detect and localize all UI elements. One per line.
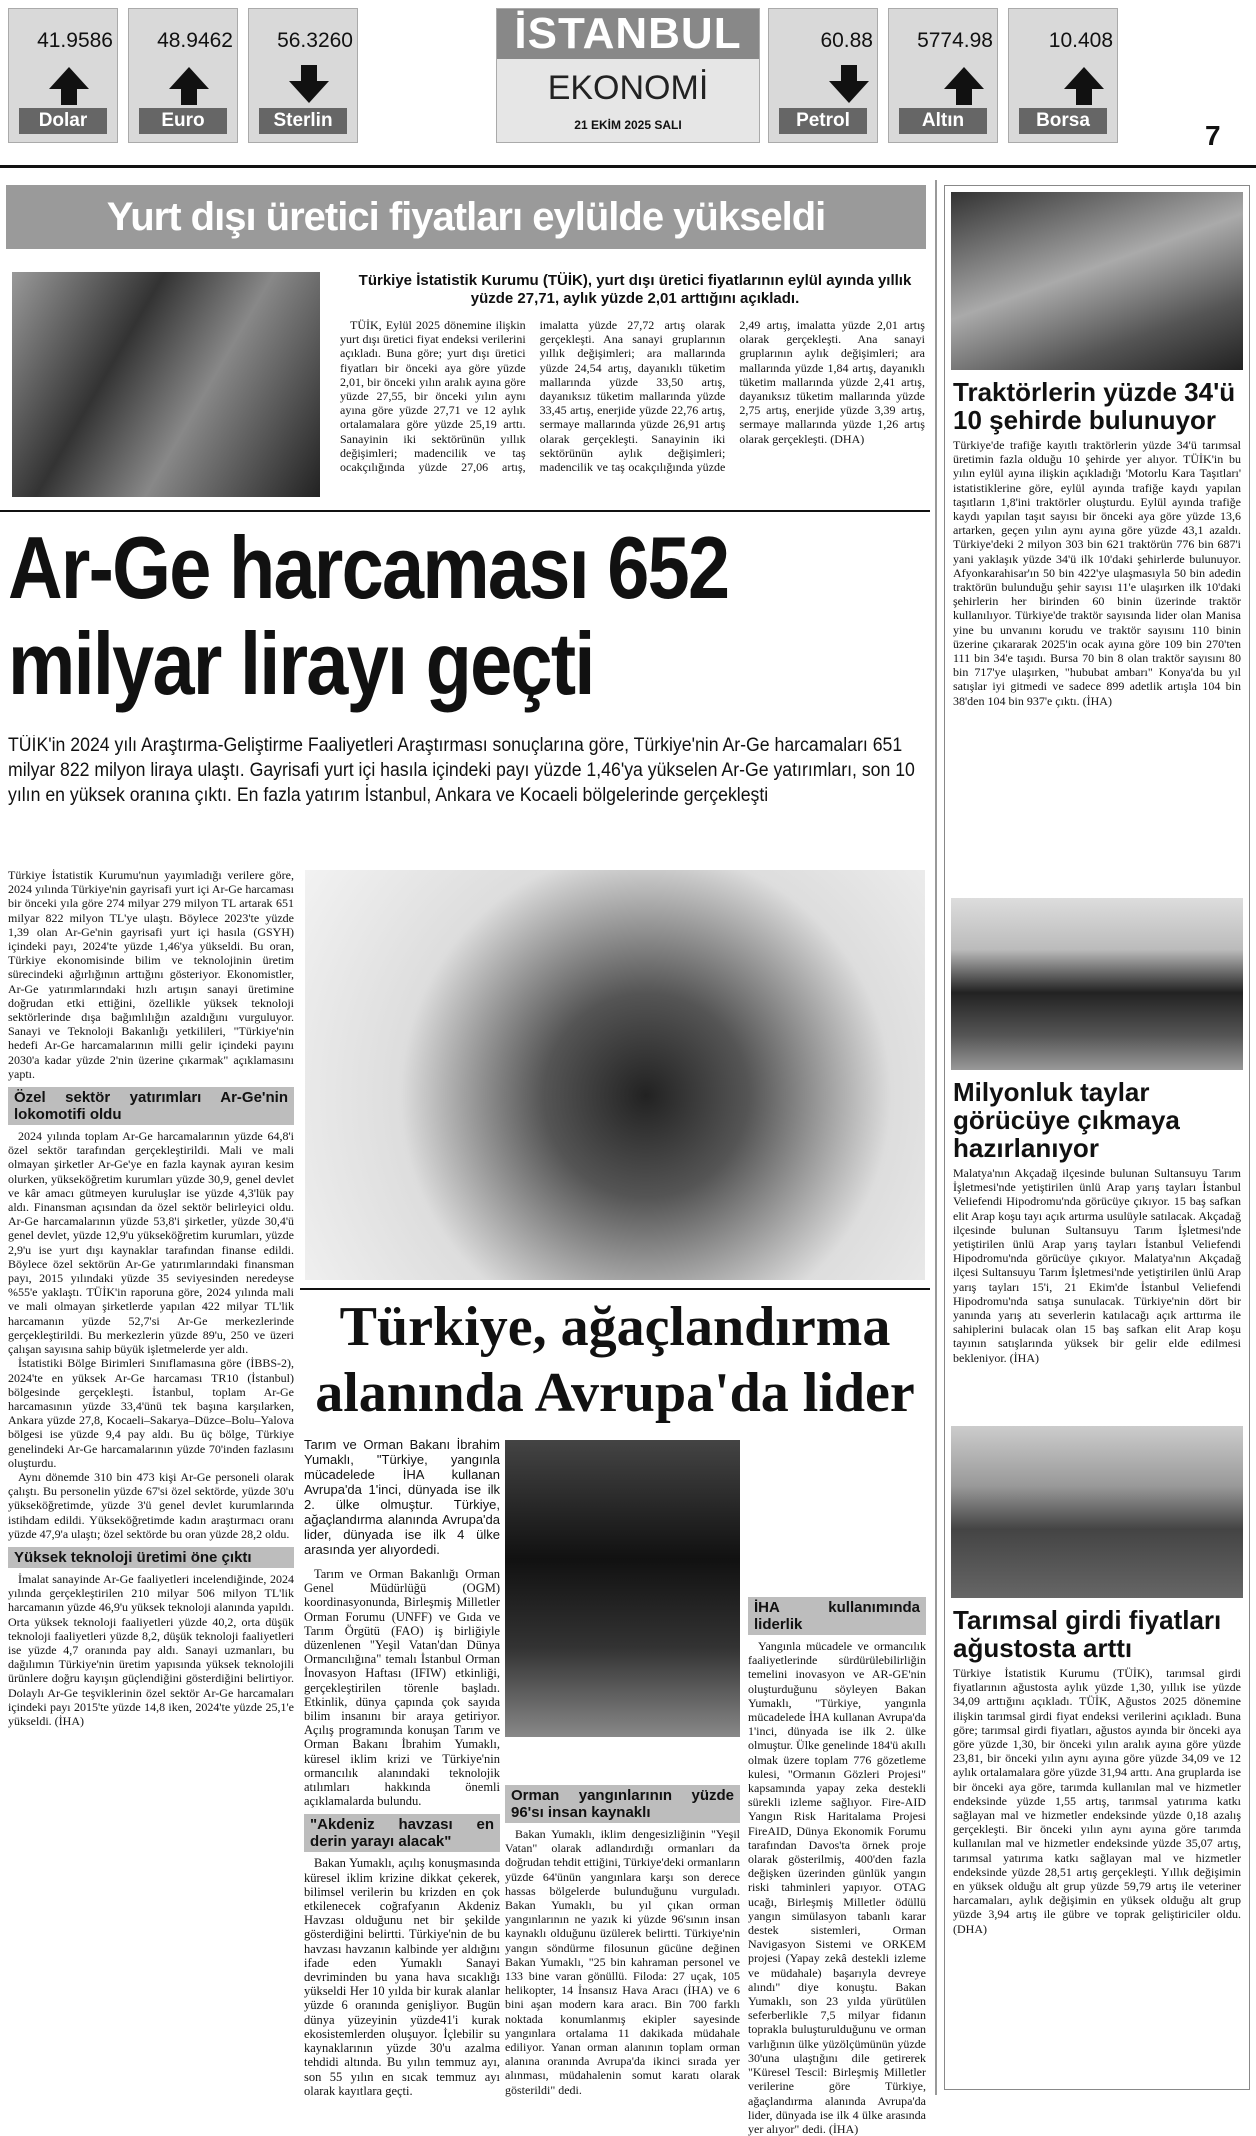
sidebar-story1-headline: Traktörlerin yüzde 34'ü 10 şehirde bulunuyor <box>953 377 1236 435</box>
sidebar-divider <box>935 180 937 2095</box>
story3-para: Bakan Yumaklı, açılış konuşmasında küresel iklim krizine dikkat çekerek, bilimsel verilerin bu krizden en çok etkilenecek coğrafyanın Akdeniz Havzası olduğunu net bir şekilde gösterdiğini belirtti. Türkiye'nin de bu havzası havzanın kalbinde yer aldığını ifade eden Yumaklı Sanayi devriminden bu yana hava sıcaklığı yükseldi Her 10 yılda bir kurak alanlar yüzde 6 oranında genişliyor. Bugün dünya yüzeyinin yüzde41'i kurak ekosistemlerden oluşuyor. İçlebilir su kaynaklarının yüzde 30'u azalma tehdidi altında. Bu yılın temmuz ayı, son 55 yılın en sıcak temmuz ayı olarak kayıtlara geçti. <box>304 1856 500 2098</box>
story2-headline <box>8 520 799 712</box>
divider <box>0 510 930 512</box>
ticker-altin <box>888 8 998 143</box>
sidebar <box>944 185 1250 2090</box>
story2-para: İstatistiki Bölge Birimleri Sınıflamasına göre (İBBS-2), 2024'te en yüksek Ar-Ge harcaması TR10 (İstanbul) bölgesinde gerçekleşti. İstanbul, toplam Ar-Ge harcamasının yüzde 33,4'ünü tek başına karşılarken, Ankara yüzde 27,8, Kocaeli–Sakarya–Düzce–Bolu–Yalova bölgesi ise yüzde 9,4 pay aldı. Bu üç bölge, Türkiye genelindeki Ar-Ge harcamalarının yüzde 70'inden fazlasını oluşturdu. <box>8 1356 294 1470</box>
ticker-value: 60.88 <box>820 29 873 52</box>
sidebar-story3-headline: Tarımsal girdi fiyatları ağustosta arttı <box>953 1605 1222 1663</box>
technology-network-illustration <box>305 870 925 1280</box>
story1-body <box>340 318 925 503</box>
minister-speaking-photo <box>505 1440 740 1737</box>
story2-para: Türkiye İstatistik Kurumu'nun yayımladığı verilere göre, 2024 yılında Türkiye'nin gayrisafi yurt içi Ar-Ge harcaması bir önceki yıla göre 274 milyar 279 milyon TL artarak 651 milyar 822 milyon TL'ye ulaştı. Böylece 2023'te yüzde 1,39 olan Ar-Ge'nin gayrisafi yurt içi hasıla (GSYH) içindeki payı, 2024'te yüzde 1,46'ya yükseldi. Bu oran, Türkiye ekonomisinde bilim ve teknolojinin üretim sürecindeki ağırlığının arttığını gösteriyor. Ekonomistler, Ar-Ge yatırımlarındaki hızlı artışın sanayi üretimine doğrudan etki ettiğini, özellikle yüksek teknoloji sektörlerinde dışa bağımlılığın azaldığını vurguluyor. Sanayi ve Teknoloji Bakanlığı yetkilileri, "Türkiye'nin hedefi Ar-Ge harcamalarının milli gelir içindeki payını 2030'a kadar yüzde 2'nin üzerine çıkarmak" açıklamasını yaptı. <box>8 868 294 1081</box>
story3-para: Bakan Yumaklı, iklim dengesizliğinin "Yeşil Vatan" olarak adlandırdığı ormanları da doğrudan tehdit ettiğini, Türkiye'deki ormanların yüzde 64'ünün yangınlara karşı son derece hassas bölgelerde bulunduğunu vurguladı. Bakan Yumaklı, bu yıl çıkan orman yangınlarının ne yazık ki yüzde 96'sının insan kaynaklı olduğunu üzülerek belirtti. Türkiye'nin yangın söndürme filosunun gücüne değinen Bakan Yumaklı, "25 bin kahraman personel ve 133 bine varan gönüllü. Filoda: 27 uçak, 105 helikopter, 14 İnsansız Hava Aracı (İHA) ve 6 bini aşan modern kara aracı. Bin 700 farklı noktada konumlanmış ekipler sayesinde yangınlara ortalama 11 dakikada müdahale ediliyor. Yanan orman alanının toplam orman alanına oranında Avrupa'da ikinci sırada yer alınması, müdahalenin somut karatı olarak gösterildi" dedi. <box>505 1827 740 2097</box>
masthead-title: İSTANBUL <box>497 9 759 59</box>
story3-subhead: Orman yangınlarının yüzde 96'sı insan kaynaklı <box>505 1785 740 1823</box>
arrow-up-icon <box>944 67 984 89</box>
story3-subhead: İHA kullanımında liderlik <box>748 1597 926 1635</box>
sidebar-story2-headline: Milyonluk taylar görücüye çıkmaya hazırlanıyor <box>953 1077 1180 1163</box>
sidebar-story1-body: Türkiye'de trafiğe kayıtlı traktörlerin yüzde 34'ü tarımsal üretimin fazla olduğu 10 şehirde yer alıyor. TÜİK'in bu yılın eylül ayına ilişkin açıkladığı 'Motorlu Kara Taşıtları' istatistiklerine göre, eylül ayında trafiğe kaydı yapılan taşıtların 1,8'ini traktörler oluşturdu. Eylül ayında trafiğe kaydı yapılan taşıt sayısı bir önceki aya göre yüzde 13,6 artarken, geçen yılın aynı ayına göre yüzde 43,1 azaldı. Türkiye'deki 2 milyon 303 bin 621 traktörün 776 bin 687'i yani yaklaşık yüzde 34'ü ilk 10'daki şehirlerde bulunuyor. Afyonkarahisar'ın 50 bin 422'ye ulaşmasıyla 50 bin adedin traktörün bulunduğu şehir sayısı 11'e ulaşırken ilk 10'daki şehirlerin her birinden 60 binin üzerinde traktör kullanılıyor. Türkiye'de traktör sayısında lider olan Manisa yine bu unvanını korudu ve traktör sayısını 110 binin üzerine çıkararak 2025'in ocak ayına göre 109 bin 270'ten 111 bin 34'e taşıdı. Bursa 70 bin 8 olan traktör sayısını 80 bin 717'ye ulaşırken, "hububat ambarı" Konya'da bu yıl satışlar iyi gitmedi ve sadece 899 adetlik artışla 104 bin 38'den 104 bin 937'e çıktı. (İHA) <box>953 438 1241 708</box>
story3-intro: Tarım ve Orman Bakanı İbrahim Yumaklı, "Türkiye, yangınla mücadelede İHA kullanan Avrupa'da 1'inci, dünyada ise ilk 2. ülke olmuştur. Türkiye, ağaçlandırma alanında Avrupa'da lider, dünyada ise ilk 4 ülke arasında yer alıyordedi. <box>304 1437 500 1557</box>
arrow-up-icon <box>1064 67 1104 89</box>
ticker-value: 5774.98 <box>917 29 993 52</box>
ticker-label: Borsa <box>1019 108 1107 134</box>
ticker-value: 56.3260 <box>277 29 353 52</box>
sidebar-story3-body: Türkiye İstatistik Kurumu (TÜİK), tarımsal girdi fiyatlarının ağustosta aylık yüzde 1,30, yıllık ise yüzde 34,09 arttığını açıkladı. TÜİK, Ağustos 2025 dönemine ilişkin tarımsal girdi fiyat endeksi verilerini açıkladı. Buna göre; tarımsal girdi fiyatları, ağustos ayında bir önceki aya göre yüzde 1,30, bir önceki yılın aralık ayına göre yüzde 23,81, bir önceki yılın aynı ayına göre yüzde 34,09 ve 12 aylık ortalamalara göre yüzde 31,94 arttı. Ana gruplarda ise bir önceki aya göre, tarımda kullanılan mal ve hizmetler endeksinde yüzde 1,55 artış, tarımsal yatırıma katkı sağlayan mal ve hizmetler endeksinde yüzde 0,18 azalış gerçekleşti. Bir önceki yılın aynı ayına göre tarımda kullanılan mal ve hizmetler endeksinde yüzde 35,07 artış, tarımsal yatırıma katkı sağlayan mal ve hizmetler endeksinde yüzde 28,51 artış gerçekleşti. Yıllık değişimin en yüksek olduğu alt grup yüzde 59,79 artış ile veteriner harcamaları, aylık değişimin en yüksek olduğu alt grup yüzde 3,94 artış ile gübre ve toprak geliştiriciler oldu. (DHA) <box>953 1666 1241 1936</box>
ticker-label: Altın <box>899 108 987 134</box>
story2-deck: TÜİK'in 2024 yılı Araştırma-Geliştirme Faaliyetleri Araştırması sonuçlarına göre, Türkiye'nin Ar-Ge harcamaları 651 milyar 822 milyon liraya ulaştı. Gayrisafi yurt içi hasıla içindeki payı yüzde 1,46'ya yükselen Ar-Ge yatırımları, son 10 yılın en yüksek oranına çıktı. En fazla yatırım İstanbul, Ankara ve Kocaeli bölgelerinde gerçekleşti <box>8 735 915 806</box>
story2-body <box>8 868 294 2092</box>
story1-headline-bar <box>6 185 926 249</box>
ticker-label: Euro <box>139 108 227 134</box>
story3-col2 <box>505 1745 740 2097</box>
masthead <box>496 8 760 143</box>
story3-headline-line2: alanında Avrupa'da lider <box>315 1362 915 1424</box>
ticker-value: 41.9586 <box>37 29 113 52</box>
tractors-photo <box>951 192 1243 370</box>
ticker-value: 10.408 <box>1048 29 1113 52</box>
arrow-up-icon <box>169 67 209 89</box>
story3-subhead: "Akdeniz havzası en derin yarayı alacak" <box>304 1814 500 1852</box>
ticker-borsa <box>1008 8 1118 143</box>
story1-text: TÜİK, Eylül 2025 dönemine ilişkin yurt dışı üretici fiyat endeksi verilerini açıkladı. Buna göre; yurt dışı üretici fiyatları bir önceki aya göre yüzde 2,01, bir önceki yılın aralık ayına göre yüzde 27,55, bir önceki yılın aynı ayına göre yüzde 27,71 ve 12 aylık ortalamalara göre yüzde 25,19 arttı. Sanayinin iki sektörünün yıllık değişimleri; madencilik ve taş ocakçılığında yüzde 27,06 artış, imalatta yüzde 27,72 artış olarak gerçekleşti. Ana sanayi gruplarının yıllık değişimleri; ara mallarında yüzde 24,54 artış, dayanıklı tüketim mallarında yüzde 33,50 artış, dayanıksız tüketim mallarında yüzde 33,45 artış, enerjide yüzde 22,76 artış, sermaye mallarında yüzde 26,91 artış olarak gerçekleşti. Sanayinin iki sektörünün aylık değişimleri; madencilik ve taş ocakçılığında yüzde 2,49 artış, imalatta yüzde 2,01 artış olarak gerçekleşti. Ana sanayi gruplarının aylık değişimleri; ara mallarında yüzde 1,84 artış, dayanıklı tüketim mallarında yüzde 2,41 artış, dayanıksız tüketim mallarında yüzde 2,75 artış, enerjide yüzde 3,39 artış, sermaye mallarında yüzde 1,26 artış olarak gerçekleşti. (DHA) <box>340 318 925 475</box>
story1-headline: Yurt dışı üretici fiyatları eylülde yükseldi <box>106 195 826 239</box>
story2-subhead: Özel sektör yatırımları Ar-Ge'nin lokomotifi oldu <box>8 1087 294 1125</box>
story3-headline <box>300 1294 930 1426</box>
ticker-label: Dolar <box>19 108 107 134</box>
ticker-label: Sterlin <box>259 108 347 134</box>
ticker-euro <box>128 8 238 143</box>
ticker-sterlin <box>248 8 358 143</box>
issue-date: 21 EKİM 2025 SALI <box>574 118 682 132</box>
story3-headline-line1: Türkiye, ağaçlandırma <box>339 1296 891 1358</box>
header-divider <box>0 165 1256 168</box>
story2-headline-line2: milyar lirayı geçti <box>8 614 594 713</box>
ticker-value: 48.9462 <box>157 29 233 52</box>
ticker-dolar <box>8 8 118 143</box>
story3-col3 <box>748 1437 926 2136</box>
horses-photo <box>951 898 1243 1070</box>
story1-deck: Türkiye İstatistik Kurumu (TÜİK), yurt dışı üretici fiyatlarının eylül ayında yıllık yüzde 27,71, aylık yüzde 2,01 arttığını açıkladı. <box>358 272 912 307</box>
sidebar-story2-body: Malatya'nın Akçadağ ilçesinde bulunan Sultansuyu Tarım İşletmesi'nde yetiştirilen ünlü Arap yarış tayları İstanbul Veliefendi Hipodromu'nda görücüye çıkıyor. 15 baş safkan elit Arap koşu tayı açık artırma usulüyle satılacak. Akçadağ ilçesinde bulunan Sultansuyu Tarım İşletmesi'nde yetiştirilen ünlü Arap yarış tayları İstanbul Veliefendi Hipodromu'nda görücüye çıkıyor. Malatya'nın Akçadağ ilçesi Sultansuyu Tarım İşletmesi'nde yetiştirilen ünlü Arap yarış tayları 15'i, 21 Ekim'de İstanbul Veliefendi Hipodromu'nda satışa sunulacak. Türkiye'nin dört bir yanında yarış atı severlerin katılacağı açık arttırma ile sahiplerini bulacak olan 15 baş safkan elit Arap koşu tayının satışlarında yüksek bir gelir elde edilmesi bekleniyor. (İHA) <box>953 1166 1241 1365</box>
story2-headline-line1: Ar-Ge harcaması 652 <box>8 518 729 617</box>
arrow-up-icon <box>49 67 89 89</box>
story2-para: 2024 yılında toplam Ar-Ge harcamalarının yüzde 64,8'i özel sektör tarafından gerçekleştirildi. Mali ve mali olmayan şirketler Ar-Ge'ye en fazla kaynak ayıran kesim olurken, yükseköğretim kurumları yüzde 30,9, genel devlet ve kâr amacı gütmeyen kuruluşlar ise yüzde 4,3'lük pay aldı. Finansman açısından da özel sektör belirleyici oldu. Ar-Ge harcamalarının yüzde 53,8'i şirketler, yüzde 30,4'ü genel devlet, yüzde 12,9'u yükseköğretim kurumları, yüzde 2,9'u ise yurt dışı kaynaklar tarafından finanse edildi. Böylece özel sektörün Ar-Ge yatırımlarındaki finansman payı, 2015 yılındaki yüzde 35 seviyesinden neredeyse %55'e yaklaştı. TÜİK'in raporuna göre, 2024 yılında mali ve mali olmayan şirketlerde yapılan 422 milyar TL'lik harcamanın yüzde 52,7'si Ar-Ge merkezlerinde gerçekleştirildi. Bu merkezlerin yüzde 89'u, 250 ve üzeri çalışan sayısına sahip büyük işletmelerde yer aldı. <box>8 1129 294 1357</box>
divider <box>300 1288 930 1290</box>
industrial-worker-photo <box>12 272 320 497</box>
story2-para: Aynı dönemde 310 bin 473 kişi Ar-Ge personeli olarak çalıştı. Bu personelin yüzde 67'si özel sektörde, yüzde 30'u yükseköğretimde, yüzde 3'ü genel devlet kurumlarında istihdam edildi. Yükseköğretimde kadın araştırmacı oranı yüzde 47,9'a ulaştı; özel sektörde bu oran yüzde 28,2 oldu. <box>8 1469 294 1541</box>
farm-field-photo <box>951 1426 1243 1598</box>
story3-col1 <box>304 1437 500 2098</box>
ticker-petrol <box>768 8 878 143</box>
story3-para: Yangınla mücadele ve ormancılık faaliyetlerinde sürdürülebilirliğin temelini inovasyon ve AR-GE'nin oluşturduğunu söyleyen Bakan Yumaklı, "Türkiye, yangınla mücadelede İHA kullanan Avrupa'da 1'inci, dünyada ise ilk 2. ülke olmuştur. Ülke genelinde 184'ü akıllı olmak üzere toplam 776 gözetleme kulesi, "Ormanın Gözleri Projesi" kapsamında yapay zeka destekli sürekli izleme sağlıyor. Fire-AID Yangın Risk Haritalama Projesi FireAID, Dünya Ekonomik Forumu tarafından Davos'ta örnek proje olarak gösterilmiş, 400'den fazla değişken üzerinden günlük yangın riski tahminleri yapıyor. OTAG ucağı, Birleşmiş Milletler ödüllü yangın simülasyon tabanlı karar destek sistemleri, Orman Navigasyon Sistemi ve ORKEM projesi (Yapay zekâ destekli izleme ve müdahale) başarıyla devreye alındı" diye konuştu. Bakan Yumaklı, son 23 yılda yürütülen seferberlikle 7,5 milyar fidanın toprakla buluşturulduğunu ve orman varlığının ülke yüzölçümünün yüzde 30'una ulaştığını dile getirerek "Küresel Tescil: Birleşmiş Milletler verilerine göre Türkiye, ağaçlandırma alanında Avrupa'da lider, dünyada ise ilk 4 ülke arasında yer alıyor" dedi. (İHA) <box>748 1639 926 2136</box>
ticker-label: Petrol <box>779 108 867 134</box>
story2-para: İmalat sanayinde Ar-Ge faaliyetleri incelendiğinde, 2024 yılında gerçekleştirilen 210 milyar 506 milyon TL'lik harcamanın yüzde 46,9'u yüksek teknoloji alanında yapıldı. Orta yüksek teknoloji faaliyetleri yüzde 40,2, orta düşük teknoloji faaliyetleri yüzde 8,2, düşük teknoloji faaliyetleri ise yüzde 4,7 oranında pay aldı. Sanayi uzmanları, bu dağılımın Türkiye'nin üretim yapısında yüksek teknolojili ürünlere doğru kayışın güçlendiğini gösterdiğini belirtiyor. Dolaylı Ar-Ge teşviklerinin özel sektör Ar-Ge harcamaları içindeki payı 2015'te yüzde 14,8 iken, 2024'te yüzde 25,1'e yükseldi. (İHA) <box>8 1571 294 1728</box>
page-number: 7 <box>1205 120 1221 151</box>
story2-subhead: Yüksek teknoloji üretimi öne çıktı <box>8 1547 294 1568</box>
masthead-section: EKONOMİ <box>547 69 709 107</box>
story3-para: Tarım ve Orman Bakanlığı Orman Genel Müdürlüğü (OGM) koordinasyonunda, Birleşmiş Milletler Orman Forumu (UNFF) ve Gıda ve Tarım Örgütü (FAO) iş birliğiyle düzenlenen "Yeşil Vatan'dan Dünya Ormancılığına" temalı İstanbul Orman İnovasyon Haftası (IFIW) etkinliği, gerçekleştirilen törenle başladı. Etkinlik, dünya çapında çok sayıda bilim insanını bir araya getiriyor. Açılış programında konuşan Tarım ve Orman Bakanı İbrahim Yumaklı, küresel iklim krizi ve Türkiye'nin ormancılık alanındaki teknolojik atılımları hakkında önemli açıklamalarda bulundu. <box>304 1567 500 1809</box>
